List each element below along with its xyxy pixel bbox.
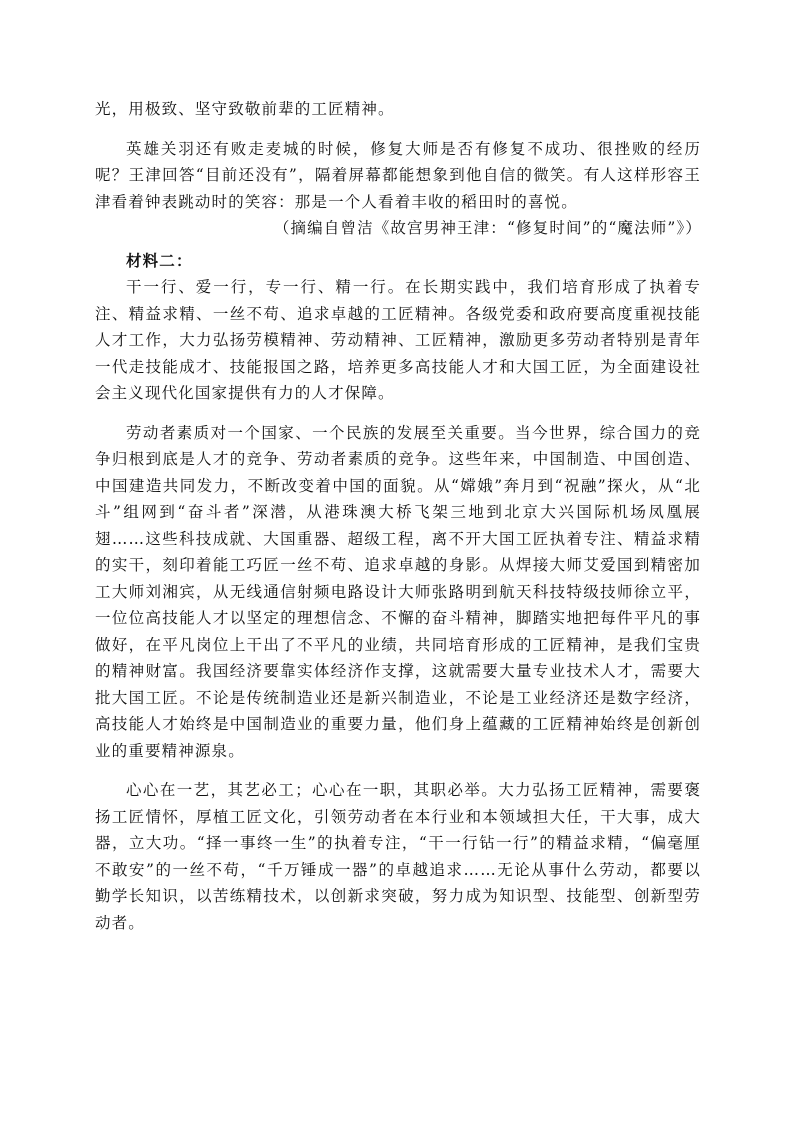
document-page xyxy=(95,96,701,936)
section-heading-material-two: 材料二： xyxy=(126,250,193,270)
paragraph-guan-yu: 英雄关羽还有败走麦城的时候，修复大师是否有修复不成功、很挫败的经历呢？王津回答“目前还没有”，隔着屏幕都能想象到他自信的微笑。有人这样形容王津看着钟表跳动时的笑容：那是一个人看着丰收的稻田时的喜悦。 xyxy=(95,139,701,211)
paragraph-craftsman-spirit: 干一行、爱一行，专一行、精一行。在长期实践中，我们培育形成了执着专注、精益求精、一丝不苟、追求卓越的工匠精神。各级党委和政府要高度重视技能人才工作，大力弘扬劳模精神、劳动精神、工匠精神，激励更多劳动者特别是青年一代走技能成才、技能报国之路，培养更多高技能人才和大国工匠，为全面建设社会主义现代化国家提供有力的人才保障。 xyxy=(95,278,701,402)
source-citation: （摘编自曾洁《故宫男神王津：“修复时间”的“魔法师”》） xyxy=(273,219,702,237)
paragraph-worker-quality: 劳动者素质对一个国家、一个民族的发展至关重要。当今世界，综合国力的竞争归根到底是人才的竞争、劳动者素质的竞争。这些年来，中国制造、中国创造、中国建造共同发力，不断改变着中国的面貌。从“嫦娥”奔月到“祝融”探火，从“北斗”组网到“奋斗者”深潜，从港珠澳大桥飞架三地到北京大兴国际机场凤凰展翅……这些科技成就、大国重器、超级工程，离不开大国工匠执着专注、精益求精的实干，刻印着能工巧匠一丝不苟、追求卓越的身影。从焊接大师艾爱国到精密加工大师刘湘宾，从无线通信射频电路设计大师张路明到航天科技特级技师徐立平，一位位高技能人才以坚定的理想信念、不懈的奋斗精神，脚踏实地把每件平凡的事做好，在平凡岗位上干出了不平凡的业绩，共同培育形成的工匠精神，是我们宝贵的精神财富。我国经济要靠实体经济作支撑，这就需要大量专业技术人才，需要大批大国工匠。不论是传统制造业还是新兴制造业，不论是工业经济还是数字经济，高技能人才始终是中国制造业的重要力量，他们身上蕴藏的工匠精神始终是创新创业的重要精神源泉。 xyxy=(95,423,701,760)
paragraph-continuation: 光，用极致、坚守致敬前辈的工匠精神。 xyxy=(95,100,395,118)
paragraph-dedication: 心心在一艺，其艺必工；心心在一职，其职必举。大力弘扬工匠精神，需要褒扬工匠情怀，厚植工匠文化，引领劳动者在本行业和本领域担大任，干大事，成大器，立大功。“择一事终一生”的执着专注，“干一行钻一行”的精益求精，“偏毫厘不敢安”的一丝不苟，“千万锤成一器”的卓越追求……无论从事什么劳动，都要以勤学长知识，以苦练精技术，以创新求突破，努力成为知识型、技能型、创新型劳动者。 xyxy=(95,781,701,932)
